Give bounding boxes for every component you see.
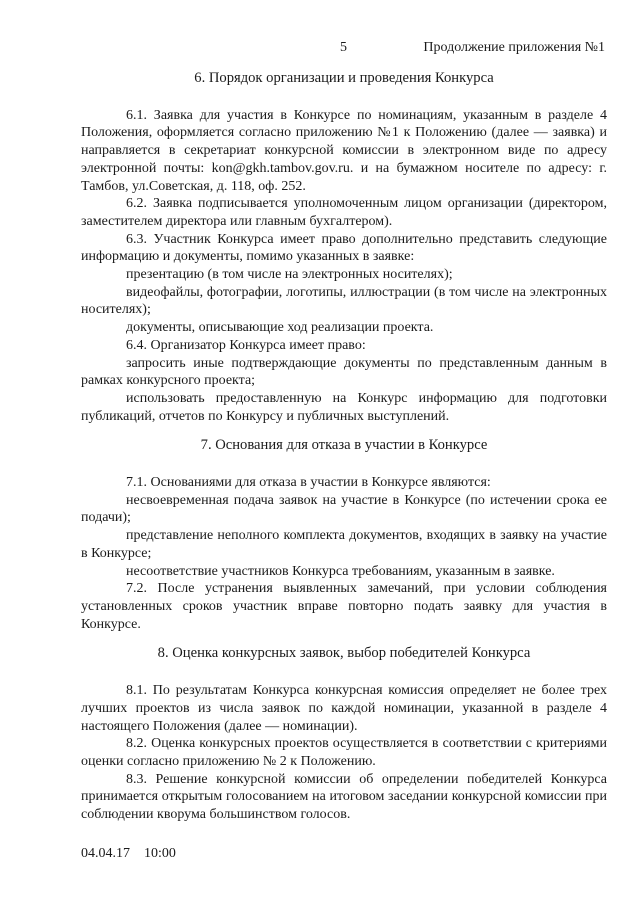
clause-6-2: 6.2. Заявка подписывается уполномоченным лицом организации (директором, заместителем директора или главным бухгалтером). [81,196,607,229]
list-item: использовать предоставленную на Конкурс информацию для подготовки публикаций, отчетов по Конкурсу и публичных выступлений. [81,390,607,424]
clause-7-1: 7.1. Основаниями для отказа в участии в Конкурсе являются: [126,475,491,491]
footer-time: 10:00 [144,846,176,861]
list-item: видеофайлы, фотографии, логотипы, иллюстрации (в том числе на электронных носителях); [81,284,607,318]
footer-timestamp [81,846,176,862]
section-8-heading: 8. Оценка конкурсных заявок, выбор победителей Конкурса [157,645,531,662]
clause-8-2: 8.2. Оценка конкурсных проектов осуществляется в соответствии с критериями оценки согласно приложению № 2 к Положению. [81,736,607,769]
section-7-heading: 7. Основания для отказа в участии в Конкурсе [200,437,488,454]
section-6-heading: 6. Порядок организации и проведения Конкурса [194,70,494,86]
clause-8-1: 8.1. По результатам Конкурса конкурсная комиссия определяет не более трех лучших проектов из числа заявок по каждой номинации, указанной в разделе 4 настоящего Положения (далее — номинации). [81,683,607,734]
footer-date: 04.04.17 [81,846,130,861]
page-number: 5 [340,40,347,55]
list-item: представление неполного комплекта документов, входящих в заявку на участие в Конкурсе; [81,528,607,561]
appendix-note: Продолжение приложения №1 [423,40,605,55]
clause-6-4: 6.4. Организатор Конкурса имеет право: [126,337,366,353]
clause-6-1: 6.1. Заявка для участия в Конкурсе по номинациям, указанным в разделе 4 Положения, оформляется согласно приложению №1 к Положению (далее — заявка) и направляется в секретариат конкурсной комиссии в электронном виде по адресу электронной почты: kon@gkh.tambov.gov.ru. и на бумажном носителе по адресу: г. Тамбов, ул.Советская, д. 118, оф. 252. [81,107,607,194]
list-item: презентацию (в том числе на электронных носителях); [126,267,453,283]
clause-7-2: 7.2. После устранения выявленных замечаний, при условии соблюдения установленных сроков участник вправе повторно подать заявку для участия в Конкурсе. [81,581,607,632]
list-item: запросить иные подтверждающие документы по представленным данным в рамках конкурсного проекта; [81,355,607,389]
list-item: несвоевременная подача заявок на участие в Конкурсе (по истечении срока ее подачи); [81,492,607,526]
document-body [81,70,607,824]
list-item: документы, описывающие ход реализации проекта. [126,320,434,336]
list-item: несоответствие участников Конкурса требованиям, указанным в заявке. [126,563,555,579]
clause-8-3: 8.3. Решение конкурсной комиссии об определении победителей Конкурса принимается открытым голосованием на итоговом заседании конкурсной комиссии при соблюдении кворума большинством голосов. [81,771,607,823]
clause-6-3: 6.3. Участник Конкурса имеет право дополнительно представить следующие информацию и документы, помимо указанных в заявке: [81,231,607,265]
